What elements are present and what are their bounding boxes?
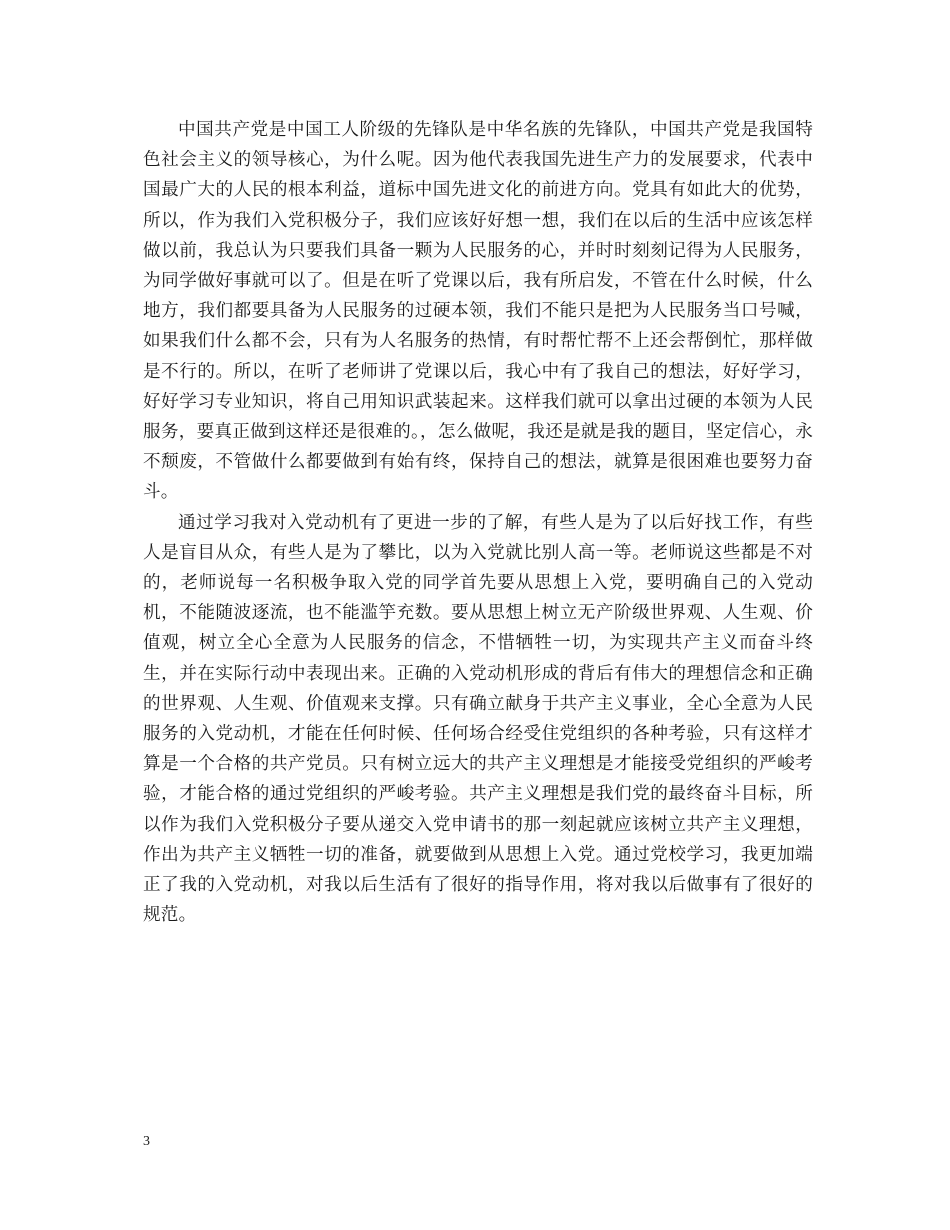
page-number: 3 [143, 1134, 150, 1149]
paragraph-1: 中国共产党是中国工人阶级的先锋队是中华名族的先锋队，中国共产党是我国特色社会主义的领导核心，为什么呢。因为他代表我国先进生产力的发展要求，代表中国最广大的人民的根本利益，道标中国先进文化的前进方向。党具有如此大的优势，所以，作为我们入党积极分子，我们应该好好想一想，我们在以后的生活中应该怎样做以前，我总认为只要我们具备一颗为人民服务的心，并时时刻刻记得为人民服务，为同学做好事就可以了。但是在听了党课以后，我有所启发，不管在什么时候，什么地方，我们都要具备为人民服务的过硬本领，我们不能只是把为人民服务当口号喊，如果我们什么都不会，只有为人名服务的热情，有时帮忙帮不上还会帮倒忙，那样做是不行的。所以，在听了老师讲了党课以后，我心中有了我自己的想法，好好学习，好好学习专业知识，将自己用知识武装起来。这样我们就可以拿出过硬的本领为人民服务，要真正做到这样还是很难的。，怎么做呢，我还是就是我的题目，坚定信心，永不颓废，不管做什么都要做到有始有终，保持自己的想法，就算是很困难也要努力奋斗。 [143, 120, 813, 503]
document-body [143, 115, 813, 930]
paragraph-2: 通过学习我对入党动机有了更进一步的了解，有些人是为了以后好找工作，有些人是盲目从众，有些人是为了攀比，以为入党就比别人高一等。老师说这些都是不对的，老师说每一名积极争取入党的同学首先要从思想上入党，要明确自己的入党动机，不能随波逐流，也不能滥竽充数。要从思想上树立无产阶级世界观、人生观、价值观，树立全心全意为人民服务的信念，不惜牺牲一切，为实现共产主义而奋斗终生，并在实际行动中表现出来。正确的入党动机形成的背后有伟大的理想信念和正确的世界观、人生观、价值观来支撑。只有确立献身于共产主义事业，全心全意为人民服务的入党动机，才能在任何时候、任何场合经受住党组织的各种考验，只有这样才算是一个合格的共产党员。只有树立远大的共产主义理想是才能接受党组织的严峻考验，才能合格的通过党组织的严峻考验。共产主义理想是我们党的最终奋斗目标，所以作为我们入党积极分子要从递交入党申请书的那一刻起就应该树立共产主义理想，作出为共产主义牺牲一切的准备，就要做到从思想上入党。通过党校学习，我更加端正了我的入党动机，对我以后生活有了很好的指导作用，将对我以后做事有了很好的规范。 [143, 512, 813, 926]
